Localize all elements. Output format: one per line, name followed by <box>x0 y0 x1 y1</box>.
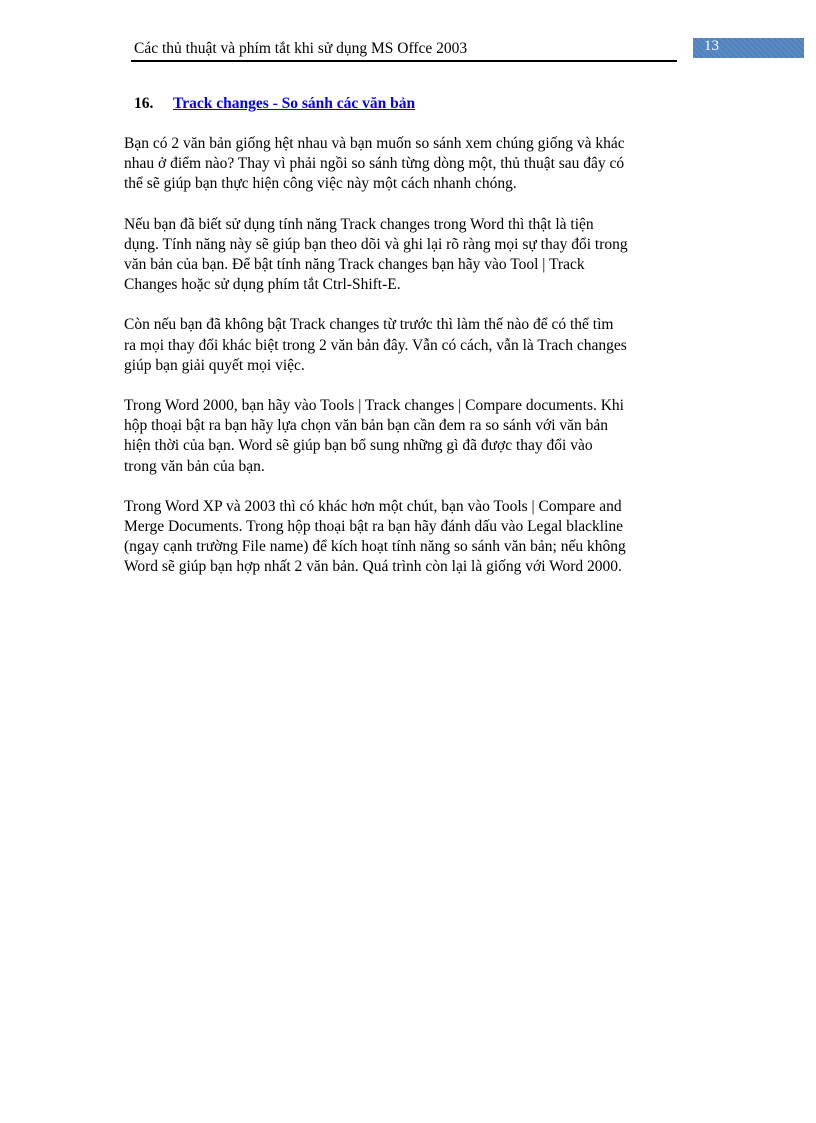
paragraph-2 <box>124 215 710 296</box>
page-header <box>131 36 677 62</box>
paragraph-1 <box>124 134 710 195</box>
text-line: Bạn có 2 văn bản giống hệt nhau và bạn muốn so sánh xem chúng giống và khác <box>124 135 625 152</box>
text-line: trong văn bản của bạn. <box>124 457 265 475</box>
text-line: Trong Word 2000, bạn hãy vào Tools | Track changes | Compare documents. Khi <box>124 397 624 415</box>
text-line: hiện thời của bạn. Word sẽ giúp bạn bổ sung những gì đã được thay đổi vào <box>124 437 593 455</box>
text-line: dụng. Tính năng này sẽ giúp bạn theo dõi và ghi lại rõ ràng mọi sự thay đổi trong <box>124 235 628 253</box>
section-number: 16. <box>134 95 154 112</box>
page-number: 13 <box>704 38 719 54</box>
header-title: Các thủ thuật và phím tắt khi sử dụng MS Offce 2003 <box>134 40 468 57</box>
section-heading <box>134 95 415 113</box>
paragraph-3 <box>124 315 710 376</box>
text-line: Còn nếu bạn đã không bật Track changes từ trước thì làm thế nào để có thể tìm <box>124 316 614 334</box>
page-number-box <box>693 38 804 58</box>
text-line: Merge Documents. Trong hộp thoại bật ra bạn hãy đánh dấu vào Legal blackline <box>124 518 624 536</box>
text-line: ra mọi thay đổi khác biệt trong 2 văn bản đây. Vẫn có cách, vẫn là Trach changes <box>124 336 627 354</box>
paragraph-5 <box>124 497 710 578</box>
paragraph-4 <box>124 396 710 477</box>
text-line: Nếu bạn đã biết sử dụng tính năng Track changes trong Word thì thật là tiện <box>124 215 594 233</box>
text-line: (ngay cạnh trường File name) để kích hoạt tính năng so sánh văn bản; nếu không <box>124 538 626 556</box>
text-line: nhau ở điểm nào? Thay vì phải ngồi so sánh từng dòng một, thủ thuật sau đây có <box>124 155 625 173</box>
text-line: Trong Word XP và 2003 thì có khác hơn một chút, bạn vào Tools | Compare and <box>124 497 622 515</box>
text-line: văn bản của bạn. Để bật tính năng Track changes bạn hãy vào Tool | Track <box>124 256 585 274</box>
text-line: giúp bạn giải quyết mọi việc. <box>124 356 305 374</box>
section-title-link[interactable]: Track changes - So sánh các văn bản <box>173 95 416 112</box>
text-line: hộp thoại bật ra bạn hãy lựa chọn văn bản bạn cần đem ra so sánh với văn bản <box>124 417 609 435</box>
text-line: Word sẽ giúp bạn hợp nhất 2 văn bản. Quá trình còn lại là giống với Word 2000. <box>124 558 622 576</box>
text-line: thể sẽ giúp bạn thực hiện công việc này một cách nhanh chóng. <box>124 175 517 193</box>
text-line: Changes hoặc sử dụng phím tắt Ctrl-Shift-E. <box>124 276 401 294</box>
document-body <box>124 134 710 598</box>
